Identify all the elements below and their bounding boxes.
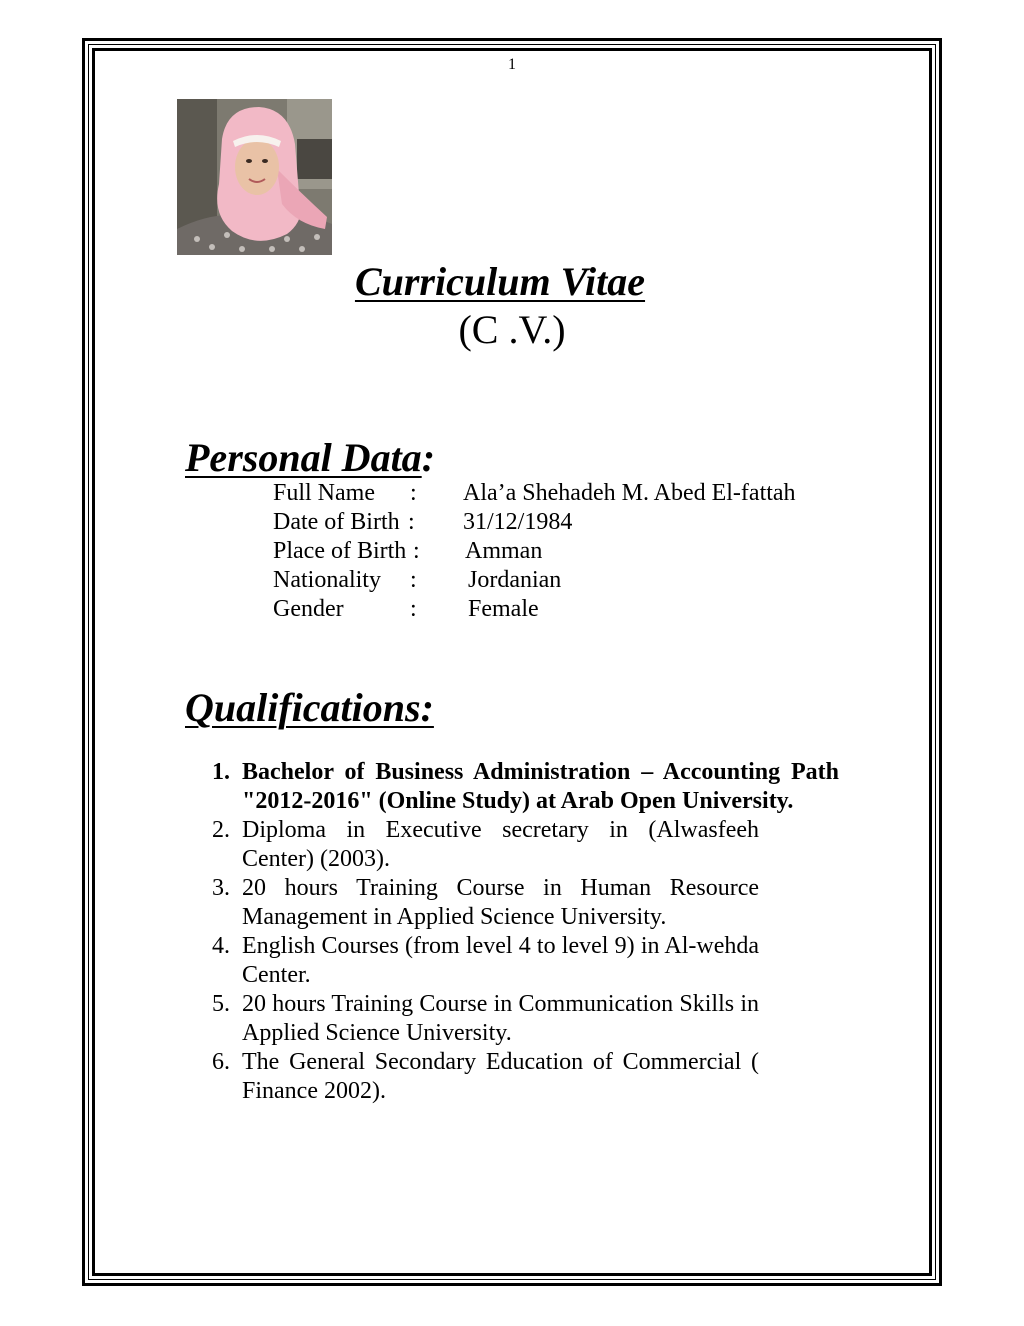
personal-value: 31/12/1984	[463, 509, 573, 535]
personal-colon: :	[410, 567, 417, 593]
list-item-number: 1.	[212, 759, 230, 785]
personal-colon: :	[408, 509, 415, 535]
qualifications-heading-text: Qualifications:	[185, 685, 434, 730]
personal-data-heading-text: Personal Data	[185, 435, 422, 480]
list-item-number: 6.	[212, 1049, 230, 1075]
list-item-text: 20 hours Training Course in Communication Skills in Applied Science University.	[242, 991, 759, 1046]
qualifications-heading	[185, 684, 434, 731]
list-item-text: Diploma in Executive secretary in (Alwasfeeh Center) (2003).	[242, 817, 759, 872]
personal-label: Full Name	[273, 480, 375, 506]
personal-value: Amman	[465, 538, 543, 564]
profile-photo	[177, 99, 332, 255]
personal-colon: :	[410, 480, 417, 506]
list-item	[212, 816, 759, 874]
personal-data-heading	[185, 434, 435, 481]
personal-colon: :	[413, 538, 420, 564]
cv-title: Curriculum Vitae	[354, 259, 646, 304]
list-item	[212, 1048, 759, 1106]
personal-value: Female	[468, 596, 539, 622]
personal-label: Place of Birth	[273, 538, 407, 564]
list-item	[212, 874, 759, 932]
page-number: 1	[508, 56, 516, 73]
list-item	[212, 932, 759, 990]
list-item-number: 5.	[212, 991, 230, 1017]
list-item-number: 4.	[212, 933, 230, 959]
list-item	[212, 990, 759, 1048]
list-item-text: Bachelor of Business Administration – Accounting Path "2012-2016" (Online Study) at Arab Open University.	[242, 759, 839, 814]
qualifications-list	[212, 758, 839, 1106]
personal-value: Ala’a Shehadeh M. Abed El-fattah	[463, 480, 796, 506]
personal-colon: :	[410, 596, 417, 622]
personal-label: Nationality	[273, 567, 381, 593]
personal-value: Jordanian	[468, 567, 562, 593]
list-item	[212, 758, 839, 816]
list-item-number: 2.	[212, 817, 230, 843]
cv-subtitle: (C .V.)	[458, 307, 566, 352]
list-item-text: English Courses (from level 4 to level 9) in Al-wehda Center.	[242, 933, 759, 988]
personal-label: Gender	[273, 596, 344, 622]
personal-data-heading-colon: :	[421, 435, 436, 480]
list-item-number: 3.	[212, 875, 230, 901]
personal-label: Date of Birth	[273, 509, 400, 535]
list-item-text: The General Secondary Education of Commercial ( Finance 2002).	[242, 1049, 759, 1104]
list-item-text: 20 hours Training Course in Human Resource Management in Applied Science University.	[242, 875, 759, 930]
